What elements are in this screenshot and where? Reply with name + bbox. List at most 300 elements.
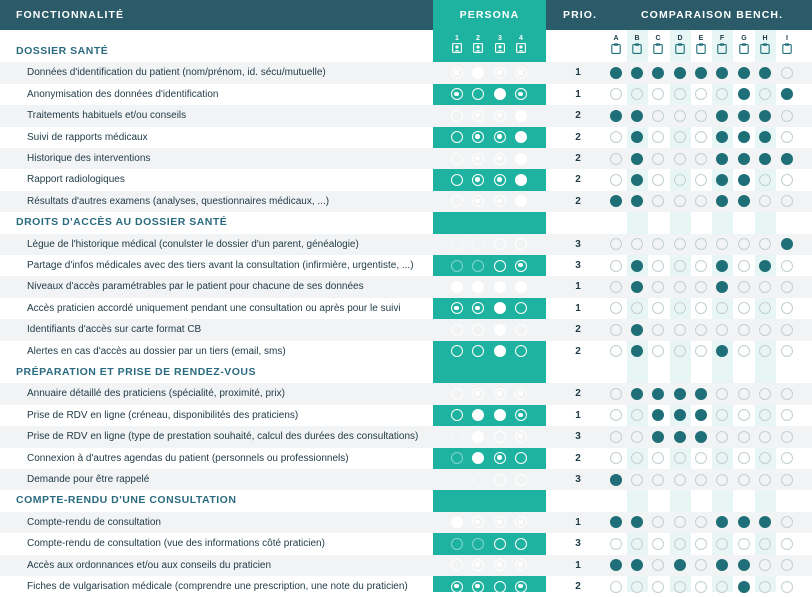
- feature-label: Données d'identification du patient (nom/prénom, id. sécu/mutuelle): [27, 67, 326, 79]
- clipboard-icon: [610, 43, 622, 54]
- clipboard-icon: [738, 43, 750, 54]
- persona-rating-circle: [451, 345, 463, 357]
- bench-presence-circle: [610, 260, 622, 272]
- bench-presence-circle: [781, 195, 793, 207]
- bench-presence-circle: [695, 195, 707, 207]
- bench-presence-circle: [695, 302, 707, 314]
- persona-rating-circle: [515, 195, 527, 207]
- bench-presence-circle: [652, 345, 664, 357]
- persona-rating-circle: [451, 581, 463, 593]
- bench-presence-circle: [738, 67, 750, 79]
- bench-d-header: [674, 34, 686, 54]
- persona-rating-circle: [494, 88, 506, 100]
- bench-presence-circle: [610, 238, 622, 250]
- bench-presence-circle: [674, 388, 686, 400]
- priority-value: 1: [575, 559, 581, 571]
- persona-rating-circle: [451, 260, 463, 272]
- bench-presence-circle: [652, 174, 664, 186]
- persona-rating-circle: [451, 559, 463, 571]
- feature-label: Accès praticien accordé uniquement pendant une consultation ou après pour le suivi: [27, 302, 401, 314]
- feature-label: Alertes en cas d'accès au dossier par un tiers (email, sms): [27, 345, 286, 357]
- persona-rating-circle: [472, 260, 484, 272]
- bench-presence-circle: [652, 516, 664, 528]
- priority-value: 2: [575, 110, 581, 122]
- bench-presence-circle: [631, 174, 643, 186]
- persona-rating-circle: [451, 153, 463, 165]
- column-icons-row: [0, 30, 812, 62]
- bench-i-header: [781, 34, 793, 54]
- bench-presence-circle: [781, 238, 793, 250]
- persona-rating-circle: [494, 452, 506, 464]
- persona-rating-circle: [494, 281, 506, 293]
- bench-presence-circle: [716, 67, 728, 79]
- bench-presence-circle: [738, 174, 750, 186]
- bench-presence-circle: [738, 324, 750, 336]
- table-row: [0, 191, 812, 212]
- persona-rating-circle: [451, 238, 463, 250]
- bench-presence-circle: [716, 409, 728, 421]
- bench-presence-circle: [759, 110, 771, 122]
- bench-presence-circle: [610, 538, 622, 550]
- persona-rating-circle: [451, 174, 463, 186]
- persona-rating-circle: [515, 388, 527, 400]
- bench-presence-circle: [695, 581, 707, 593]
- bench-presence-circle: [674, 153, 686, 165]
- bench-presence-circle: [738, 409, 750, 421]
- persona-4-header: [515, 34, 527, 53]
- table-row: [0, 255, 812, 276]
- priority-value: 2: [575, 388, 581, 400]
- bench-letter: F: [719, 35, 725, 42]
- persona-rating-circle: [472, 174, 484, 186]
- persona-rating-circle: [451, 324, 463, 336]
- table-row: [0, 426, 812, 447]
- bench-presence-circle: [716, 131, 728, 143]
- clipboard-icon: [716, 43, 728, 54]
- persona-rating-circle: [515, 409, 527, 421]
- section-header: [0, 362, 812, 383]
- bench-presence-circle: [716, 281, 728, 293]
- persona-rating-circle: [494, 345, 506, 357]
- bench-presence-circle: [716, 516, 728, 528]
- persona-rating-circle: [515, 452, 527, 464]
- persona-rating-circle: [451, 67, 463, 79]
- feature-label: Résultats d'autres examens (analyses, questionnaires médicaux, ...): [27, 195, 330, 207]
- bench-g-header: [738, 34, 750, 54]
- table-row: [0, 448, 812, 469]
- persona-rating-circle: [494, 153, 506, 165]
- bench-presence-circle: [695, 153, 707, 165]
- persona-rating-circle: [472, 388, 484, 400]
- priority-value: 2: [575, 174, 581, 186]
- bench-presence-circle: [695, 281, 707, 293]
- bench-a-header: [610, 34, 622, 54]
- bench-presence-circle: [738, 195, 750, 207]
- persona-rating-circle: [515, 281, 527, 293]
- section-header: [0, 490, 812, 511]
- priority-value: 2: [575, 345, 581, 357]
- bench-presence-circle: [781, 388, 793, 400]
- persona-rating-circle: [451, 474, 463, 486]
- persona-rating-circle: [472, 452, 484, 464]
- persona-rating-circle: [494, 559, 506, 571]
- feature-label: Identifiants d'accès sur carte format CB: [27, 324, 202, 336]
- bench-presence-circle: [781, 260, 793, 272]
- bench-presence-circle: [759, 153, 771, 165]
- persona-rating-circle: [472, 474, 484, 486]
- bench-presence-circle: [695, 474, 707, 486]
- table-row: [0, 62, 812, 83]
- bench-presence-circle: [631, 260, 643, 272]
- bench-presence-circle: [652, 324, 664, 336]
- bench-presence-circle: [695, 409, 707, 421]
- feature-label: Suivi de rapports médicaux: [27, 131, 148, 143]
- bench-presence-circle: [781, 174, 793, 186]
- bench-presence-circle: [716, 538, 728, 550]
- priority-column-header: PRIO.: [563, 9, 598, 21]
- persona-rating-circle: [451, 131, 463, 143]
- bench-presence-circle: [652, 452, 664, 464]
- persona-rating-circle: [494, 581, 506, 593]
- bench-presence-circle: [695, 452, 707, 464]
- priority-value: 1: [575, 67, 581, 79]
- bench-presence-circle: [759, 388, 771, 400]
- bench-presence-circle: [716, 581, 728, 593]
- bench-presence-circle: [716, 302, 728, 314]
- bench-presence-circle: [781, 345, 793, 357]
- bench-presence-circle: [695, 88, 707, 100]
- persona-rating-circle: [472, 324, 484, 336]
- bench-presence-circle: [759, 260, 771, 272]
- bench-presence-circle: [781, 409, 793, 421]
- persona-1-header: [451, 34, 463, 53]
- bench-presence-circle: [674, 67, 686, 79]
- persona-rating-circle: [494, 174, 506, 186]
- bench-presence-circle: [610, 516, 622, 528]
- persona-rating-circle: [494, 302, 506, 314]
- persona-rating-circle: [451, 110, 463, 122]
- bench-presence-circle: [610, 452, 622, 464]
- bench-presence-circle: [652, 131, 664, 143]
- section-title: PRÉPARATION ET PRISE DE RENDEZ-VOUS: [16, 366, 256, 378]
- bench-presence-circle: [759, 452, 771, 464]
- bench-presence-circle: [716, 431, 728, 443]
- persona-rating-circle: [494, 110, 506, 122]
- feature-label: Prise de RDV en ligne (créneau, disponibilités des praticiens): [27, 409, 299, 421]
- bench-presence-circle: [781, 67, 793, 79]
- persona-rating-circle: [494, 67, 506, 79]
- persona-rating-circle: [515, 324, 527, 336]
- bench-presence-circle: [674, 195, 686, 207]
- bench-presence-circle: [759, 238, 771, 250]
- benchmark-column-header: COMPARAISON BENCH.: [641, 9, 784, 21]
- bench-presence-circle: [652, 431, 664, 443]
- persona-rating-circle: [515, 559, 527, 571]
- bench-e-header: [695, 34, 707, 54]
- bench-presence-circle: [610, 88, 622, 100]
- bench-presence-circle: [674, 324, 686, 336]
- persona-rating-circle: [494, 538, 506, 550]
- bench-presence-circle: [652, 474, 664, 486]
- bench-presence-circle: [610, 345, 622, 357]
- bench-presence-circle: [610, 281, 622, 293]
- bench-presence-circle: [716, 474, 728, 486]
- person-icon: [472, 43, 484, 53]
- bench-h-header: [759, 34, 771, 54]
- bench-presence-circle: [738, 281, 750, 293]
- bench-presence-circle: [695, 559, 707, 571]
- priority-value: 1: [575, 281, 581, 293]
- bench-presence-circle: [652, 88, 664, 100]
- bench-presence-circle: [674, 302, 686, 314]
- persona-3-header: [494, 34, 506, 53]
- bench-presence-circle: [610, 131, 622, 143]
- persona-rating-circle: [451, 409, 463, 421]
- persona-rating-circle: [494, 260, 506, 272]
- table-row: [0, 148, 812, 169]
- bench-presence-circle: [716, 238, 728, 250]
- bench-presence-circle: [759, 409, 771, 421]
- bench-presence-circle: [781, 153, 793, 165]
- feature-label: Fiches de vulgarisation médicale (comprendre une prescription, une note du praticien): [27, 581, 408, 592]
- bench-presence-circle: [631, 131, 643, 143]
- bench-presence-circle: [652, 238, 664, 250]
- person-icon: [515, 43, 527, 53]
- persona-number: 2: [476, 35, 480, 42]
- bench-letter: G: [741, 35, 747, 42]
- persona-rating-circle: [515, 431, 527, 443]
- priority-value: 3: [575, 238, 581, 250]
- feature-label: Connexion à d'autres agendas du patient (personnels ou professionnels): [27, 452, 349, 464]
- bench-presence-circle: [695, 67, 707, 79]
- bench-presence-circle: [631, 110, 643, 122]
- bench-presence-circle: [738, 559, 750, 571]
- persona-rating-circle: [472, 538, 484, 550]
- bench-presence-circle: [738, 260, 750, 272]
- bench-presence-circle: [738, 131, 750, 143]
- priority-value: 3: [575, 431, 581, 443]
- bench-presence-circle: [759, 195, 771, 207]
- bench-presence-circle: [716, 559, 728, 571]
- clipboard-icon: [652, 43, 664, 54]
- priority-value: 2: [575, 131, 581, 143]
- bench-presence-circle: [631, 238, 643, 250]
- bench-presence-circle: [652, 388, 664, 400]
- bench-presence-circle: [652, 195, 664, 207]
- priority-value: 3: [575, 474, 581, 485]
- priority-value: 2: [575, 324, 581, 336]
- bench-presence-circle: [716, 110, 728, 122]
- bench-presence-circle: [781, 559, 793, 571]
- bench-presence-circle: [610, 153, 622, 165]
- bench-presence-circle: [652, 67, 664, 79]
- bench-presence-circle: [716, 260, 728, 272]
- bench-presence-circle: [781, 324, 793, 336]
- bench-presence-circle: [759, 559, 771, 571]
- bench-presence-circle: [695, 131, 707, 143]
- bench-presence-circle: [674, 516, 686, 528]
- bench-presence-circle: [674, 452, 686, 464]
- bench-presence-circle: [759, 431, 771, 443]
- persona-rating-circle: [472, 559, 484, 571]
- clipboard-icon: [695, 43, 707, 54]
- persona-rating-circle: [451, 281, 463, 293]
- persona-rating-circle: [515, 302, 527, 314]
- bench-presence-circle: [610, 388, 622, 400]
- persona-rating-circle: [472, 110, 484, 122]
- persona-rating-circle: [472, 302, 484, 314]
- bench-presence-circle: [738, 538, 750, 550]
- bench-presence-circle: [695, 174, 707, 186]
- bench-presence-circle: [716, 153, 728, 165]
- persona-rating-circle: [472, 281, 484, 293]
- persona-rating-circle: [515, 260, 527, 272]
- persona-rating-circle: [515, 581, 527, 593]
- feature-label: Partage d'infos médicales avec des tiers avant la consultation (infirmière, urgentiste, ...): [27, 260, 414, 271]
- persona-rating-circle: [515, 474, 527, 486]
- table-row: [0, 383, 812, 404]
- bench-presence-circle: [631, 452, 643, 464]
- bench-presence-circle: [631, 302, 643, 314]
- bench-presence-circle: [695, 516, 707, 528]
- bench-presence-circle: [674, 559, 686, 571]
- person-icon: [451, 43, 463, 53]
- bench-presence-circle: [716, 345, 728, 357]
- person-icon: [494, 43, 506, 53]
- bench-presence-circle: [610, 110, 622, 122]
- persona-rating-circle: [451, 302, 463, 314]
- bench-presence-circle: [652, 302, 664, 314]
- table-row: [0, 341, 812, 362]
- bench-letter: I: [786, 35, 788, 42]
- bench-presence-circle: [738, 302, 750, 314]
- bench-presence-circle: [781, 302, 793, 314]
- persona-rating-circle: [515, 238, 527, 250]
- bench-presence-circle: [674, 474, 686, 486]
- priority-value: 2: [575, 195, 581, 207]
- priority-value: 2: [575, 581, 581, 592]
- persona-rating-circle: [472, 131, 484, 143]
- bench-presence-circle: [759, 88, 771, 100]
- persona-rating-circle: [472, 88, 484, 100]
- bench-presence-circle: [631, 538, 643, 550]
- persona-rating-circle: [494, 516, 506, 528]
- bench-b-header: [631, 34, 643, 54]
- persona-rating-circle: [515, 174, 527, 186]
- bench-letter: H: [762, 35, 768, 42]
- bench-presence-circle: [738, 88, 750, 100]
- bench-presence-circle: [781, 516, 793, 528]
- bench-presence-circle: [674, 345, 686, 357]
- bench-presence-circle: [716, 88, 728, 100]
- bench-presence-circle: [781, 88, 793, 100]
- table-row: [0, 512, 812, 533]
- persona-number: 4: [519, 35, 523, 42]
- table-row: [0, 298, 812, 319]
- bench-presence-circle: [781, 110, 793, 122]
- bench-presence-circle: [716, 195, 728, 207]
- bench-presence-circle: [631, 516, 643, 528]
- bench-presence-circle: [610, 474, 622, 486]
- table-row: [0, 469, 812, 490]
- priority-value: 1: [575, 409, 581, 421]
- feature-label: Traitements habituels et/ou conseils: [27, 110, 187, 122]
- bench-presence-circle: [631, 345, 643, 357]
- persona-rating-circle: [515, 345, 527, 357]
- persona-number: 1: [455, 35, 459, 42]
- feature-label: Demande pour être rappelé: [27, 474, 150, 485]
- bench-presence-circle: [631, 281, 643, 293]
- bench-presence-circle: [674, 88, 686, 100]
- bench-presence-circle: [759, 516, 771, 528]
- persona-rating-circle: [494, 409, 506, 421]
- bench-presence-circle: [610, 302, 622, 314]
- persona-rating-circle: [472, 345, 484, 357]
- persona-rating-circle: [494, 131, 506, 143]
- bench-c-header: [652, 34, 664, 54]
- bench-presence-circle: [631, 324, 643, 336]
- bench-presence-circle: [631, 388, 643, 400]
- persona-rating-circle: [451, 516, 463, 528]
- feature-label: Rapport radiologiques: [27, 174, 125, 186]
- bench-presence-circle: [631, 67, 643, 79]
- bench-presence-circle: [631, 409, 643, 421]
- persona-rating-circle: [472, 153, 484, 165]
- persona-rating-circle: [515, 131, 527, 143]
- feature-label: Prise de RDV en ligne (type de prestation souhaité, calcul des durées des consultations): [27, 431, 419, 443]
- persona-rating-circle: [494, 474, 506, 486]
- table-row: [0, 276, 812, 297]
- bench-presence-circle: [610, 174, 622, 186]
- bench-presence-circle: [652, 538, 664, 550]
- bench-presence-circle: [738, 345, 750, 357]
- feature-column-header: FONCTIONNALITÉ: [16, 9, 125, 21]
- table-header: [0, 0, 812, 30]
- bench-presence-circle: [695, 538, 707, 550]
- bench-presence-circle: [695, 324, 707, 336]
- persona-rating-circle: [472, 238, 484, 250]
- persona-rating-circle: [451, 538, 463, 550]
- bench-presence-circle: [610, 431, 622, 443]
- persona-rating-circle: [472, 581, 484, 593]
- bench-presence-circle: [652, 559, 664, 571]
- bench-presence-circle: [781, 538, 793, 550]
- bench-presence-circle: [652, 581, 664, 593]
- persona-rating-circle: [494, 431, 506, 443]
- bench-presence-circle: [610, 581, 622, 593]
- bench-presence-circle: [716, 324, 728, 336]
- table-row: [0, 84, 812, 105]
- persona-rating-circle: [515, 153, 527, 165]
- bench-presence-circle: [781, 452, 793, 464]
- persona-rating-circle: [472, 195, 484, 207]
- persona-rating-circle: [472, 431, 484, 443]
- feature-label: Annuaire détaillé des praticiens (spécialité, proximité, prix): [27, 388, 285, 400]
- bench-f-header: [716, 34, 728, 54]
- clipboard-icon: [674, 43, 686, 54]
- bench-letter: B: [634, 35, 640, 42]
- persona-rating-circle: [472, 409, 484, 421]
- clipboard-icon: [759, 43, 771, 54]
- bench-presence-circle: [759, 581, 771, 593]
- bench-presence-circle: [695, 345, 707, 357]
- bench-letter: E: [698, 35, 704, 42]
- bench-presence-circle: [759, 324, 771, 336]
- bench-presence-circle: [695, 110, 707, 122]
- bench-presence-circle: [610, 195, 622, 207]
- section-title: COMPTE-RENDU D'UNE CONSULTATION: [16, 494, 237, 507]
- persona-rating-circle: [494, 195, 506, 207]
